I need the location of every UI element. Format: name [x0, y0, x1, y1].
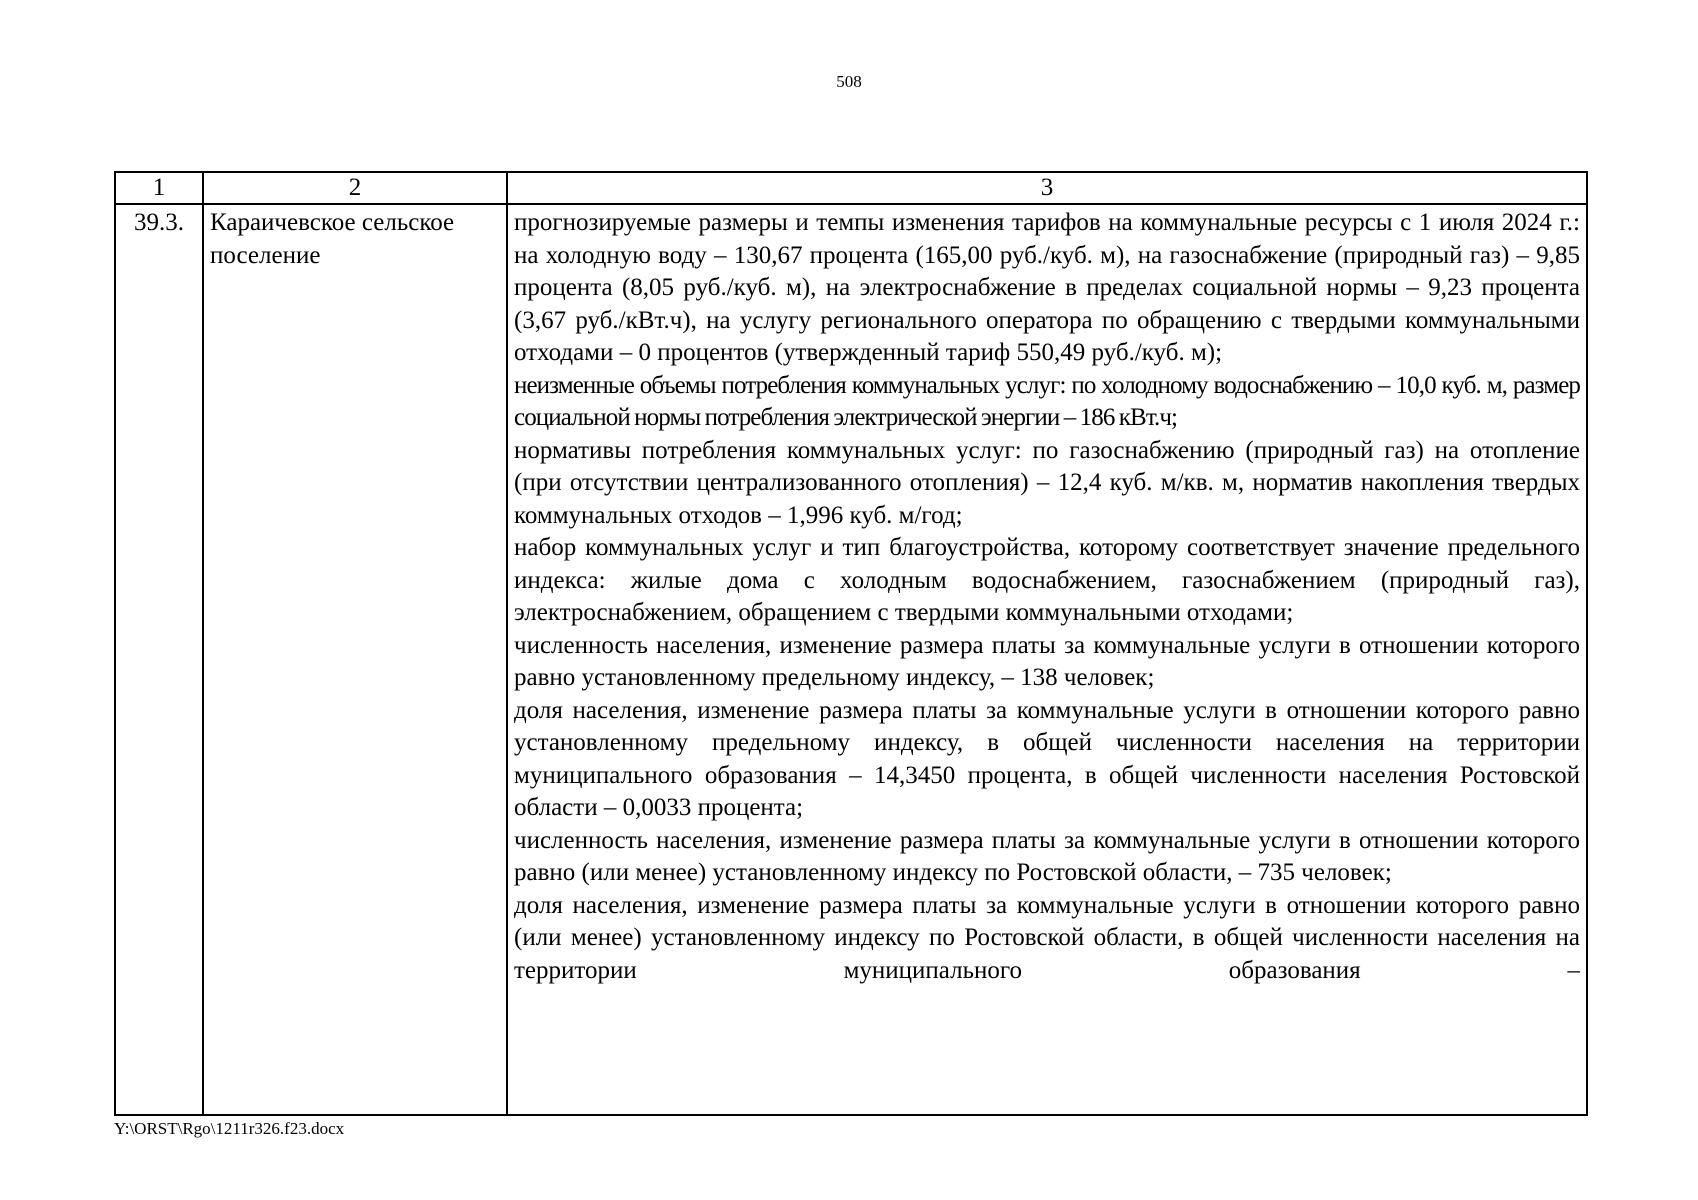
- column-header-3: 3: [507, 172, 1587, 204]
- table-header-row: [115, 172, 1587, 204]
- footer-file-path: Y:\ORST\Rgo\1211r326.f23.docx: [114, 1119, 345, 1138]
- tariff-forecast-paragraph: прогнозируемые размеры и темпы изменения тарифов на коммунальные ресурсы с 1 июля 2024 г.: на холодную воду – 130,67 процента (165,00 руб./куб. м), на газоснабжение (природный газ) – 9,85 процента (8,05 руб./куб. м), на электроснабжение в пределах социальной нормы – 9,23 процента (3,67 руб./кВт.ч), на услугу регионального оператора по обращению с твердыми коммунальными отходами – 0 процентов (утвержденный тариф 550,49 руб./куб. м);: [514, 209, 1580, 366]
- row-description: [507, 204, 1587, 1115]
- population-share-paragraph: доля населения, изменение размера платы за коммунальные услуги в отношении которого равно установленному предельному индексу, в общей численности населения на территории муниципального образования – 14,3450 процента, в общей численности населения Ростовской области – 0,0033 процента;: [514, 696, 1580, 821]
- row-number: 39.3.: [115, 204, 203, 1115]
- services-set-paragraph: набор коммунальных услуг и тип благоустройства, которому соответствует значение предельного индекса: жилые дома с холодным водоснабжением, газоснабжением (природный газ), электроснабжением, обращением с твердыми коммунальными отходами;: [514, 534, 1580, 626]
- consumption-volumes-paragraph: неизменные объемы потребления коммунальных услуг: по холодному водоснабжению – 10,0 куб. м, размер социальной нормы потребления электрической энергии – 186 кВт.ч;: [514, 371, 1580, 431]
- table-row: [115, 204, 1587, 1115]
- page-number: 508: [836, 72, 862, 91]
- consumption-norms-paragraph: нормативы потребления коммунальных услуг: по газоснабжению (природный газ) на отопление (при отсутствии централизованного отопления) – 12,4 куб. м/кв. м, норматив накопления твердых коммунальных отходов – 1,996 куб. м/год;: [514, 436, 1580, 529]
- population-count-paragraph: численность населения, изменение размера платы за коммунальные услуги в отношении которого равно установленному предельному индексу, – 138 человек;: [514, 631, 1580, 691]
- tariff-table: [114, 171, 1588, 1116]
- regional-population-share-paragraph: доля населения, изменение размера платы за коммунальные услуги в отношении которого равно (или менее) установленному индексу по Ростовской области, в общей численности населения на территории муниципального образования –: [514, 891, 1580, 984]
- regional-population-count-paragraph: численность населения, изменение размера платы за коммунальные услуги в отношении которого равно (или менее) установленному индексу по Ростовской области, – 735 человек;: [514, 826, 1580, 886]
- settlement-name: Караичевское сельское поселение: [203, 204, 507, 1115]
- column-header-1: 1: [115, 172, 203, 204]
- column-header-2: 2: [203, 172, 507, 204]
